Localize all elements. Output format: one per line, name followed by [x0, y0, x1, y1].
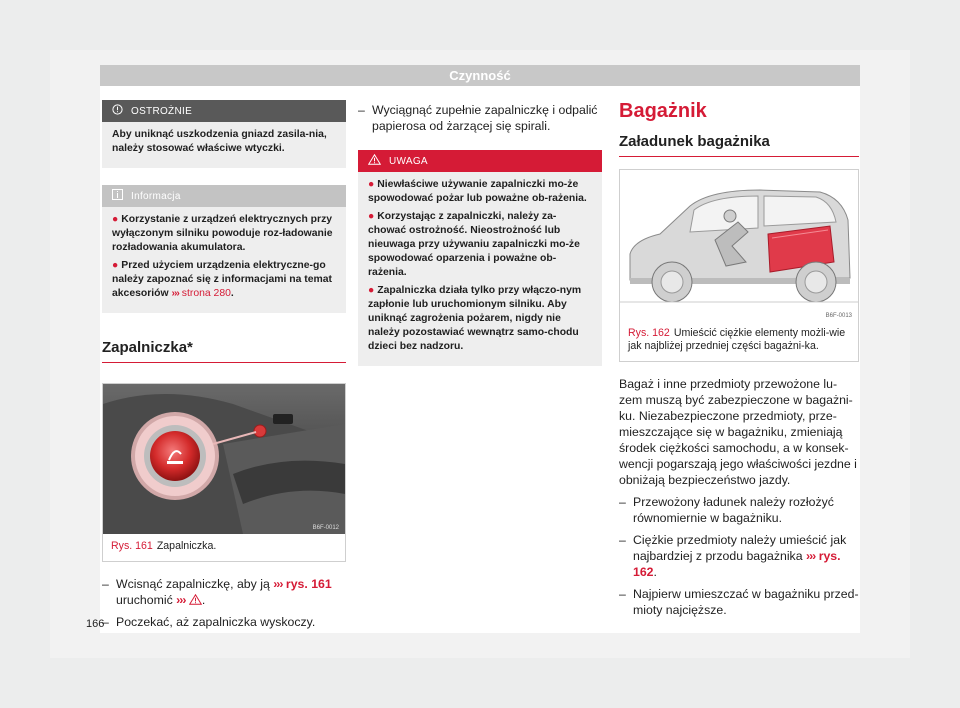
column-right [619, 100, 859, 624]
instruction-item: – Przewożony ładunek należy rozłożyć równomiernie w bagażniku. [619, 495, 834, 525]
page-number: 166 [86, 618, 105, 630]
warning-title: OSTROŻNIE [131, 105, 193, 117]
caution-text: Korzystając z zapalniczki, należy za-chować ostrożność. Nieostrożność lub nieuwaga przy używaniu zapalniczki mo-że spowodować oparzenia i poważne ob-rażenia. [368, 211, 580, 278]
figure-link[interactable]: rys. 162 [633, 549, 841, 579]
figure-number: Rys. 161 [111, 540, 153, 552]
figure-trunk-loading [619, 169, 859, 362]
lighter-steps [102, 576, 346, 630]
figure-code: B6F-0013 [825, 313, 852, 319]
info-item [112, 213, 336, 255]
info-box-header [102, 185, 346, 207]
section-title: Załadunek bagażnika [619, 133, 859, 157]
figure-number: Rys. 162 [628, 327, 670, 339]
bullet-icon: ● [112, 214, 119, 225]
instruction-text: Najpierw umieszczać w bagażniku przed-mioty najcięższe. [633, 587, 859, 617]
step-item: – Poczekać, aż zapalniczka wyskoczy. [102, 615, 316, 629]
warning-triangle-icon[interactable] [189, 593, 202, 607]
caution-item [368, 178, 592, 206]
caution-text: Niewłaściwe używanie zapalniczki mo-że spowodować pożar lub poważne ob-rażenia. [368, 179, 587, 204]
warning-body [102, 122, 346, 168]
section-title: Zapalniczka* [102, 339, 346, 363]
period: . [653, 565, 657, 579]
instruction-item: – Ciężkie przedmioty należy umieścić jak najbardziej z przodu bagażnika ››› rys. 162. [619, 533, 847, 579]
link-arrows: ››› [273, 577, 283, 591]
link-arrows: ››› [805, 549, 816, 563]
caution-box-header [358, 150, 602, 172]
bullet-icon: ● [112, 260, 119, 271]
warning-triangle-icon [368, 154, 381, 168]
step-text: Wyciągnąć zupełnie zapalniczkę i odpalić papierosa od żarzącej się spirali. [372, 103, 598, 133]
column-middle [358, 102, 602, 366]
caution-item [368, 210, 592, 280]
caution-body [358, 172, 602, 366]
warning-text: Aby uniknąć uszkodzenia gniazd zasila-nia, należy stosować właściwe wtyczki. [112, 129, 327, 154]
exclamation-icon [112, 104, 123, 118]
step-text: Wcisnąć zapalniczkę, aby ją [116, 577, 270, 591]
link-arrows: ››› [176, 593, 186, 607]
info-box [102, 185, 346, 313]
figure-link[interactable]: rys. 161 [285, 577, 332, 591]
warning-box-header [102, 100, 346, 122]
info-icon [112, 189, 123, 203]
period: . [201, 593, 206, 607]
car-illustration [620, 170, 858, 322]
lighter-illustration [103, 384, 345, 534]
caution-box [358, 150, 602, 366]
caution-item [368, 284, 592, 354]
figure-caption-text: Umieścić ciężkie elementy możli-wie jak najbliżej przedniej części bagażni-ka. [628, 327, 846, 352]
trunk-image [620, 170, 858, 322]
link-arrows: ››› [171, 288, 179, 299]
instruction-text: Przewożony ładunek należy rozłożyć równomiernie w bagażniku. [633, 495, 834, 525]
bullet-icon: ● [368, 211, 375, 222]
bullet-icon: ● [368, 285, 375, 296]
chapter-title: Bagażnik [619, 100, 707, 122]
figure-cigarette-lighter [102, 383, 346, 562]
period: . [230, 288, 234, 299]
bullet-icon: ● [368, 179, 375, 190]
info-item [112, 259, 336, 301]
figure-caption [103, 534, 345, 561]
instruction-text: Ciężkie przedmioty należy umieścić jak najbardziej z przodu bagażnika [633, 533, 847, 563]
instruction-item: – Najpierw umieszczać w bagażniku przed-mioty najcięższe. [619, 587, 859, 617]
step-item: – Wyciągnąć zupełnie zapalniczkę i odpalić papierosa od żarzącej się spirali. [358, 103, 598, 133]
figure-caption [620, 322, 858, 361]
trunk-instructions [619, 494, 859, 618]
caution-text: Zapalniczka działa tylko przy włączo-nym zapłonie lub uruchomionym silniku. Aby uniknąć zagrożenia pożarem, nigdy nie należy pozostawiać wewnątrz samo-chodu dzieci bez nadzoru. [368, 285, 582, 352]
info-item-text: Korzystanie z urządzeń elektrycznych przy wyłączonym silniku powoduje roz-ładowanie rozładowania akumulatora. [112, 214, 333, 253]
info-body [102, 207, 346, 313]
step-text: uruchomić [116, 593, 173, 607]
info-title: Informacja [131, 190, 181, 202]
warning-box [102, 100, 346, 168]
info-item-text: Przed użyciem urządzenia elektryczne-go należy zapoznać się z informacjami na temat akcesoriów [112, 260, 333, 299]
step-item: – Wcisnąć zapalniczkę, aby ją ››› rys. 161 uruchomić ››› . [102, 577, 332, 607]
column-left [102, 100, 346, 636]
body-paragraph: Bagaż i inne przedmioty przewożone lu-zem muszą być zabezpieczone w bagażni-ku. Niezabezpieczone przedmioty, prze-mieszczające się w bagażniku, zmieniają środek ciężkości samochodu, a w konsek-wencji pogarszają jego właściwości jezdne i obniżają bezpieczeństwo jazdy. [619, 377, 857, 487]
lighter-image [103, 384, 345, 534]
page-header: Czynność [100, 65, 860, 86]
figure-code: B6F-0012 [312, 525, 339, 531]
caution-title: UWAGA [389, 155, 428, 167]
step-text: Poczekać, aż zapalniczka wyskoczy. [116, 615, 316, 629]
page-link[interactable]: strona 280 [181, 288, 231, 299]
figure-caption-text: Zapalniczka. [156, 540, 217, 552]
